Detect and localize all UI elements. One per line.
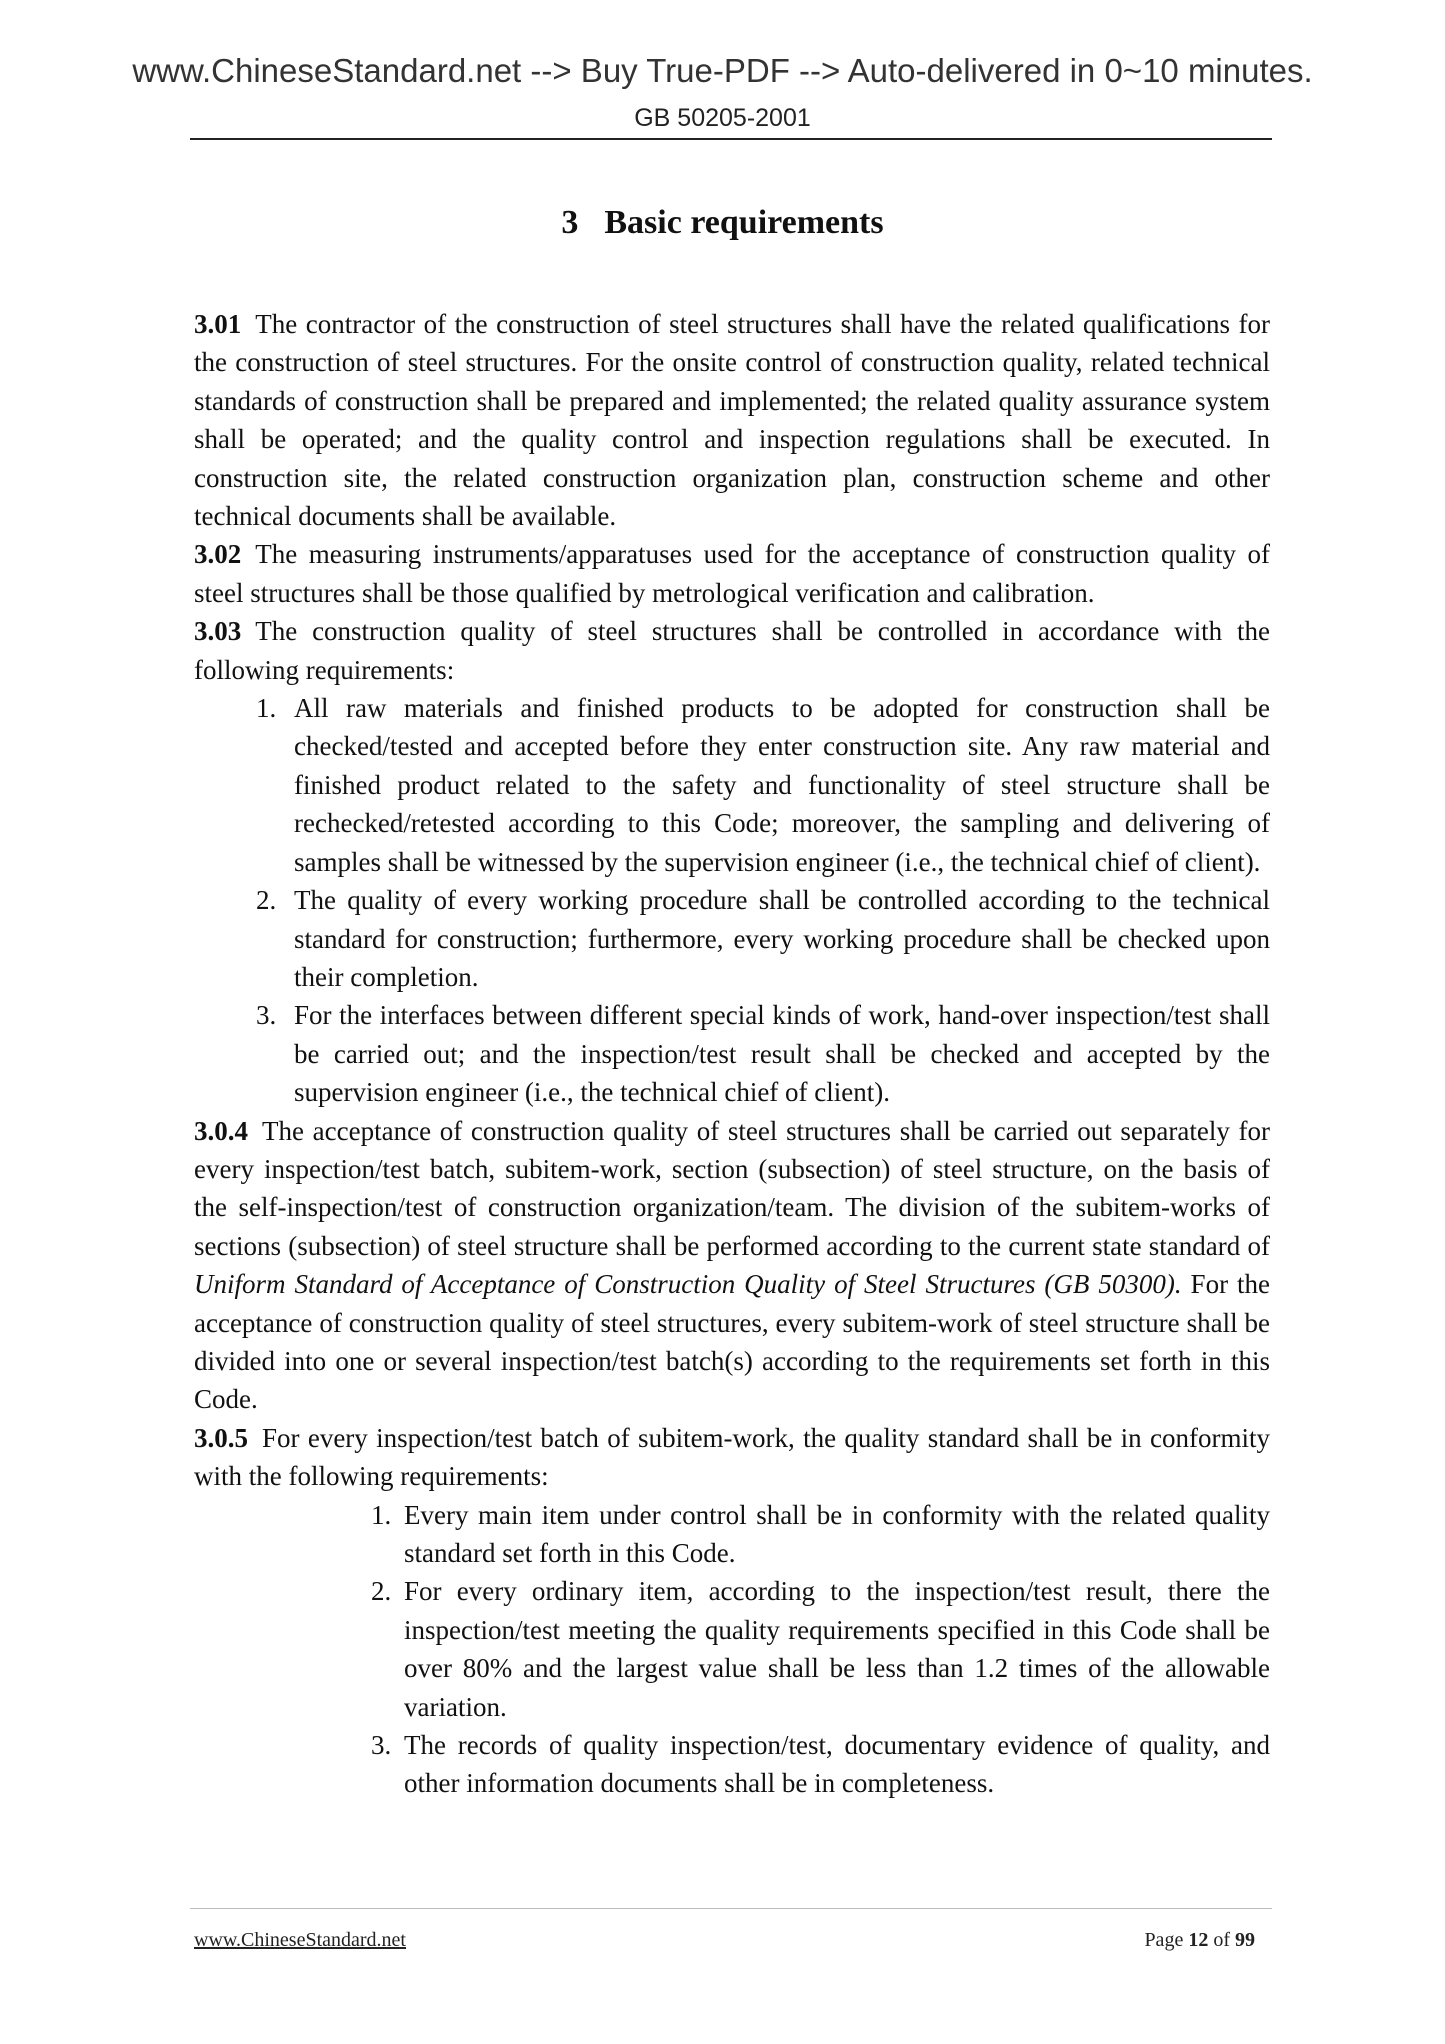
section-number: 3 (561, 204, 579, 241)
list-item-text: All raw materials and finished products to be adopted for construction shall be checked/tested and accepted before they enter construction site. Any raw material and finished product related to the safety and functionality of steel structure shall be rechecked/retested according to this Code; moreover, the sampling and delivering of samples shall be witnessed by the supervision engineer (i.e., the technical chief of client). (294, 693, 1270, 877)
clause-text-continued: For the acceptance of construction quality of steel structures, every subitem-work of steel structure shall be divided into one or several inspection/test batch(s) according to the requirements set forth in this Code. (194, 1269, 1270, 1415)
footer-divider (190, 1908, 1272, 1909)
list-item (194, 881, 1270, 996)
page-number: 12 (1188, 1929, 1209, 1951)
clause-text: For every inspection/test batch of subitem-work, the quality standard shall be in conformity with the following requirements: (194, 1422, 1270, 1492)
list-item-number: 1. (371, 1499, 392, 1530)
section-heading: Basic requirements (604, 204, 884, 241)
footer-site-link[interactable]: www.ChineseStandard.net (194, 1929, 406, 1951)
of-label: of (1213, 1929, 1230, 1951)
clause-number: 3.03 (194, 616, 242, 647)
list-item-number: 2. (371, 1576, 392, 1607)
clause-3-0-5-list (194, 1496, 1270, 1803)
list-item-text: Every main item under control shall be in conformity with the related quality standard set forth in this Code. (404, 1499, 1270, 1568)
list-item-text: The records of quality inspection/test, documentary evidence of quality, and other information documents shall be in completeness. (404, 1730, 1270, 1799)
list-item (194, 1496, 1270, 1573)
clause-3-03-list (194, 689, 1270, 1111)
document-body (194, 305, 1270, 1803)
clause-text: The acceptance of construction quality of steel structures shall be carried out separately for every inspection/test batch, subitem-work, section (subsection) of steel structure, on the basis of the self-inspection/test of construction organization/team. The division of the subitem-works of sections (subsection) of steel structure shall be performed according to the current state standard of (194, 1115, 1270, 1261)
clause-3-01 (194, 305, 1270, 535)
clause-number: 3.02 (194, 539, 242, 570)
list-item-number: 1. (256, 693, 277, 724)
list-item-text: For every ordinary item, according to the inspection/test result, there the inspection/test meeting the quality requirements specified in this Code shall be over 80% and the largest value shall be less than 1.2 times of the allowable variation. (404, 1576, 1270, 1722)
clause-number: 3.0.4 (194, 1115, 248, 1146)
list-item (194, 1726, 1270, 1803)
list-item (194, 1572, 1270, 1726)
clause-3-0-4 (194, 1112, 1270, 1419)
list-item-text: For the interfaces between different special kinds of work, hand-over inspection/test shall be carried out; and the inspection/test result shall be checked and accepted by the supervision engineer (i.e., the technical chief of client). (294, 1000, 1270, 1108)
section-title (0, 206, 1445, 240)
list-item-number: 3. (256, 1000, 277, 1031)
document-id: GB 50205-2001 (634, 104, 811, 132)
clause-number: 3.0.5 (194, 1422, 248, 1453)
clause-text: The measuring instruments/apparatuses used for the acceptance of construction quality of steel structures shall be those qualified by metrological verification and calibration. (194, 539, 1270, 608)
page-label: Page (1144, 1929, 1184, 1951)
list-item-text: The quality of every working procedure shall be controlled according to the technical standard for construction; furthermore, every working procedure shall be checked upon their completion. (294, 885, 1270, 992)
clause-3-0-5 (194, 1419, 1270, 1496)
standard-reference: Uniform Standard of Acceptance of Construction Quality of Steel Structures (GB 50300). (194, 1269, 1182, 1300)
header-divider (190, 138, 1272, 140)
clause-3-03 (194, 612, 1270, 689)
clause-text: The contractor of the construction of steel structures shall have the related qualifications for the construction of steel structures. For the onsite control of construction quality, related technical standards of construction shall be prepared and implemented; the related quality assurance system shall be operated; and the quality control and inspection regulations shall be executed. In construction site, the related construction organization plan, construction scheme and other technical documents shall be available. (194, 309, 1270, 532)
clause-number: 3.01 (194, 309, 242, 339)
clause-text: The construction quality of steel structures shall be controlled in accordance with the following requirements: (194, 616, 1270, 685)
list-item (194, 996, 1270, 1111)
page-total: 99 (1235, 1929, 1255, 1951)
header-banner: www.ChineseStandard.net --> Buy True-PDF --> Auto-delivered in 0~10 minutes. (132, 52, 1313, 89)
list-item-number: 3. (371, 1730, 392, 1761)
clause-3-02 (194, 535, 1270, 612)
list-item (194, 689, 1270, 881)
page-indicator (1144, 1930, 1255, 1950)
list-item-number: 2. (256, 885, 277, 916)
